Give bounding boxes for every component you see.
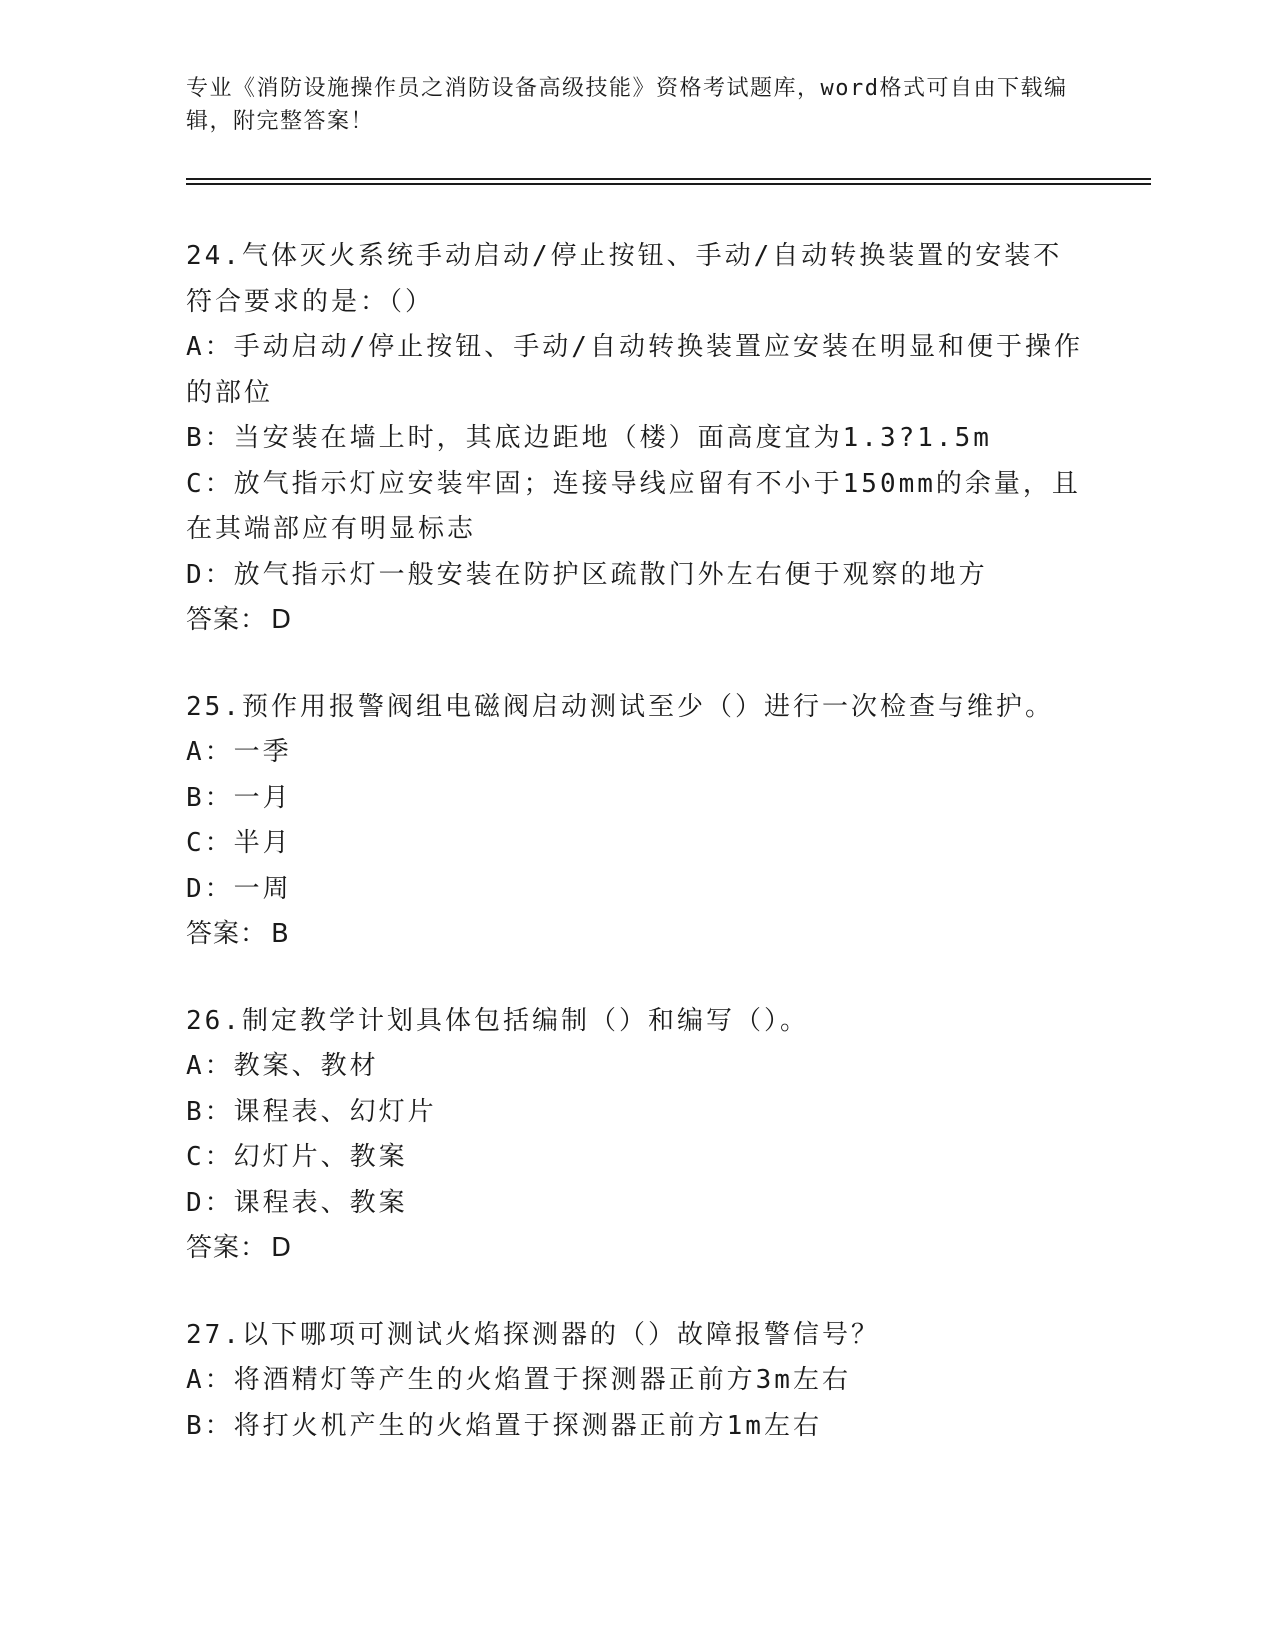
option-d: D：一周 <box>186 873 292 904</box>
option-a: A：手动启动/停止按钮、手动/自动转换装置应安装在明显和便于操作的部位 <box>186 332 1083 408</box>
option-c: C：放气指示灯应安装牢固；连接导线应留有不小于150mm的余量，且在其端部应有明显标志 <box>186 468 1081 544</box>
answer-label: 答案： <box>186 1233 268 1263</box>
answer-value: D <box>271 1233 293 1263</box>
answer-line <box>186 598 1086 644</box>
option-b: B：课程表、幻灯片 <box>186 1096 437 1127</box>
header-divider-bottom <box>186 183 1151 185</box>
option-b: B：当安装在墙上时，其底边距地（楼）面高度宜为1.3?1.5m <box>186 423 992 453</box>
answer-label: 答案： <box>186 919 268 949</box>
question-stem: 24.气体灭火系统手动启动/停止按钮、手动/自动转换装置的安装不符合要求的是：（） <box>186 241 1063 317</box>
option-c: C：半月 <box>186 828 292 858</box>
option-a: A：一季 <box>186 737 292 767</box>
answer-value: B <box>271 919 290 949</box>
option-a: A：教案、教材 <box>186 1051 379 1081</box>
answer-value: D <box>271 605 293 635</box>
option-a: A：将酒精灯等产生的火焰置于探测器正前方3m左右 <box>186 1365 851 1395</box>
question-stem: 27.以下哪项可测试火焰探测器的（）故障报警信号？ <box>186 1319 880 1350</box>
question-stem: 25.预作用报警阀组电磁阀启动测试至少（）进行一次检查与维护。 <box>186 691 1054 722</box>
question-27 <box>186 1313 1086 1450</box>
answer-line <box>186 912 1086 958</box>
question-25 <box>186 685 1086 958</box>
answer-label: 答案： <box>186 605 268 635</box>
document-header: 专业《消防设施操作员之消防设备高级技能》资格考试题库，word格式可自由下载编辑，附完整答案！ <box>186 76 1068 134</box>
option-b: B：一月 <box>186 782 292 813</box>
option-d: D：课程表、教案 <box>186 1187 408 1218</box>
answer-line <box>186 1226 1086 1272</box>
header-divider-top <box>186 178 1151 180</box>
option-c: C：幻灯片、教案 <box>186 1142 408 1172</box>
question-list <box>186 234 1086 1490</box>
question-26 <box>186 999 1086 1272</box>
question-stem: 26.制定教学计划具体包括编制（）和编写（）。 <box>186 1005 809 1036</box>
option-b: B：将打火机产生的火焰置于探测器正前方1m左右 <box>186 1410 822 1441</box>
question-24 <box>186 234 1086 644</box>
option-d: D：放气指示灯一般安装在防护区疏散门外左右便于观察的地方 <box>186 559 988 590</box>
